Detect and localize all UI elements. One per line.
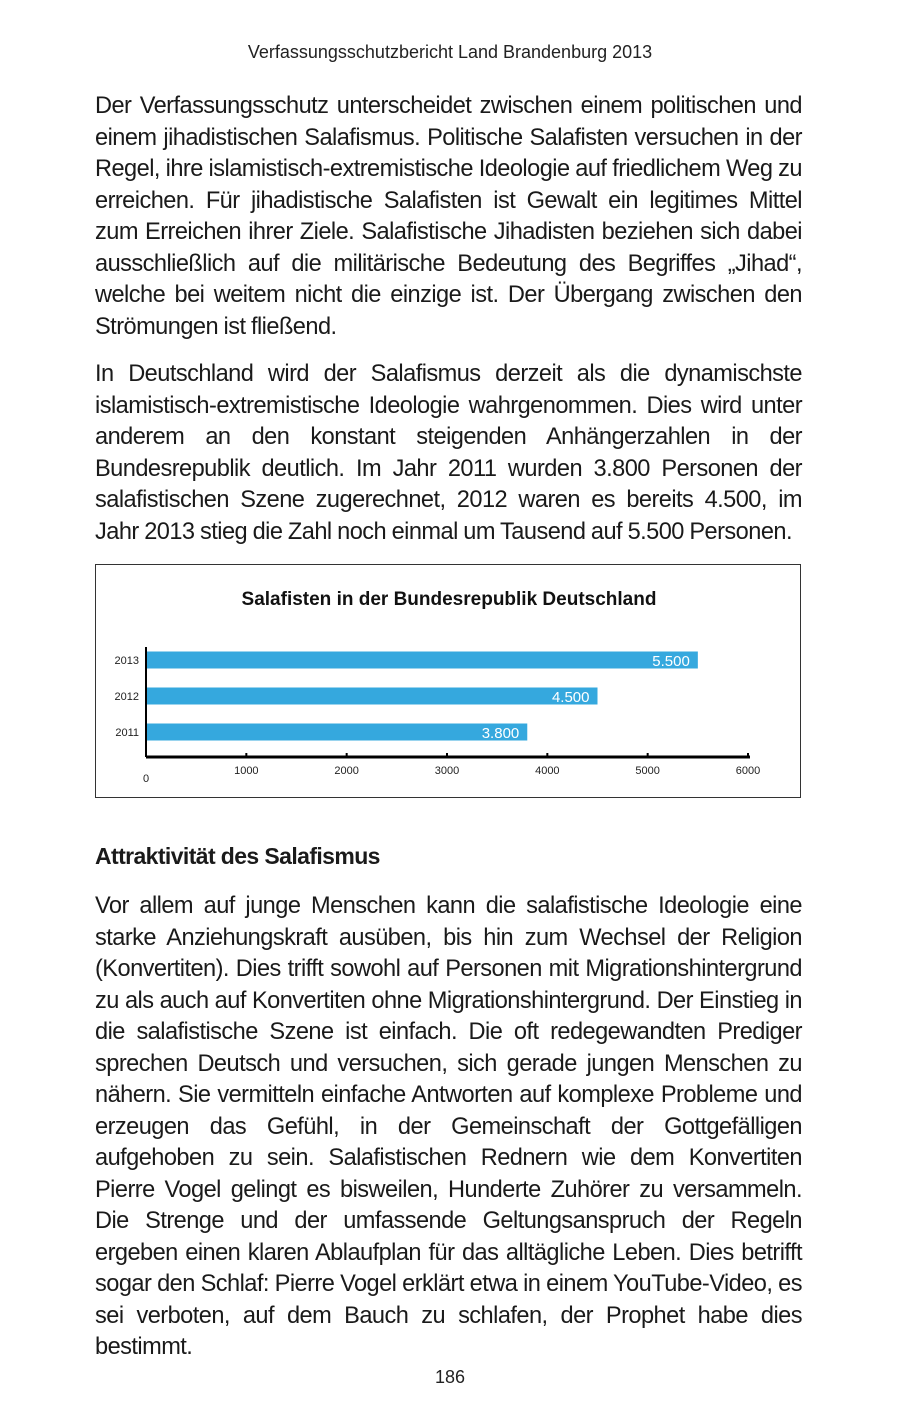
- x-tick-label-0: 0: [142, 773, 150, 785]
- data-label-2012: 4.500: [551, 689, 590, 706]
- paragraph-attractiveness: Vor allem auf junge Menschen kann die salafistische Ideologie eine starke Anziehungskraft ausüben, bis hin zum Wechsel der Religion (Konvertiten). Dies trifft sowohl auf Personen mit Migrationshintergrund zu als auch auf Konvertiten ohne Migrationshintergrund. Der Einstieg in die salafistische Szene ist einfach. Die oft redegewandten Prediger sprechen Deutsch und versuchen, sich gerade jungen Menschen zu nähern. Sie vermitteln einfache Antworten auf komplexe Probleme und erzeugen das Gefühl, in der Gemeinschaft der Gottgefälligen aufgehoben zu sein. Salafistischen Rednern wie dem Konvertiten Pierre Vogel gelingt es bisweilen, Hunderte Zuhörer zu versammeln. Die Strenge und der umfassende Geltungsanspruch der Regeln ergeben einen klaren Ablaufplan für das alltägliche Leben. Dies betrifft sogar den Schlaf: Pierre Vogel erklärt etwa in einem YouTube-Video, es sei verboten, auf dem Bauch zu schlafen, der Prophet habe dies bestimmt.: [95, 893, 802, 1360]
- bar-chart-salafists: [95, 564, 801, 798]
- data-label-2013: 5.500: [652, 653, 690, 670]
- x-tick-label-5000: 5000: [635, 765, 660, 777]
- running-header: Verfassungsschutzbericht Land Brandenburg 2013: [247, 42, 653, 62]
- x-tick-label-6000: 6000: [735, 765, 761, 777]
- chart-canvas: [96, 565, 802, 799]
- bar-2013: [146, 652, 698, 669]
- x-tick-label-3000: 3000: [434, 765, 460, 777]
- data-label-2011: 3.800: [481, 725, 520, 742]
- bar-2012: [146, 688, 598, 705]
- y-tick-label-2011: 2011: [115, 727, 139, 739]
- paragraph-distinction: Der Verfassungsschutz unterscheidet zwischen einem politischen und einem jihadistischen Salafismus. Politische Salafisten versuchen in der Regel, ihre islamistisch-extremistische Ideologie auf friedlichem Weg zu erreichen. Für jihadistische Salafisten ist Gewalt ein legitimes Mittel zum Erreichen ihrer Ziele. Salafistische Jihadisten beziehen sich dabei ausschließlich auf die militärische Bedeutung des Begriffes „Jihad“, welche bei weitem nicht die einzige ist. Der Übergang zwischen den Strömungen ist fließend.: [95, 93, 802, 340]
- paragraph-dynamics: In Deutschland wird der Salafismus derzeit als die dynamischste islamistisch-extremistische Ideologie wahrgenommen. Dies wird unter anderem an den konstant steigenden Anhängerzahlen in der Bundesrepublik deutlich. Im Jahr 2011 wurden 3.800 Personen der salafistischen Szene zugerechnet, 2012 waren es bereits 4.500, im Jahr 2013 stieg die Zahl noch einmal um Tausend auf 5.500 Personen.: [95, 361, 802, 545]
- page-number: 186: [434, 1367, 466, 1387]
- y-tick-label-2013: 2013: [114, 655, 139, 667]
- x-tick-label-4000: 4000: [535, 765, 560, 777]
- chart-title: Salafisten in der Bundesrepublik Deutschland: [241, 589, 657, 610]
- section-heading: Attraktivität des Salafismus: [95, 843, 380, 869]
- y-tick-label-2012: 2012: [114, 691, 139, 703]
- x-tick-label-1000: 1000: [234, 765, 259, 777]
- x-tick-label-2000: 2000: [334, 765, 359, 777]
- bar-2011: [146, 724, 527, 741]
